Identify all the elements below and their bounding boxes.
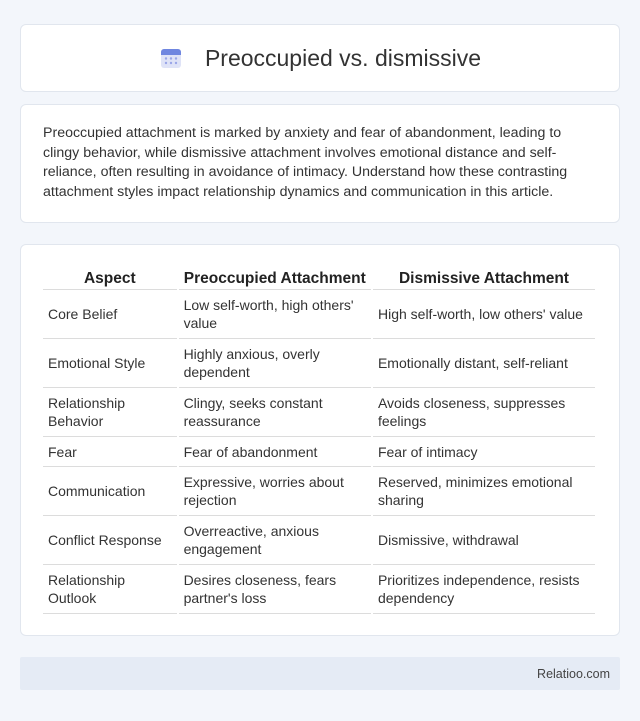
dismissive-cell: High self-worth, low others' value bbox=[373, 290, 595, 339]
calendar-icon bbox=[159, 46, 183, 70]
preoccupied-cell: Overreactive, anxious engagement bbox=[179, 516, 371, 565]
preoccupied-cell: Low self-worth, high others' value bbox=[179, 290, 371, 339]
dismissive-cell: Reserved, minimizes emotional sharing bbox=[373, 467, 595, 516]
page-title: Preoccupied vs. dismissive bbox=[204, 44, 482, 71]
header-aspect: Aspect bbox=[43, 263, 177, 290]
intro-card bbox=[20, 104, 620, 223]
table-row bbox=[43, 388, 595, 437]
table-header-row bbox=[43, 263, 595, 290]
dismissive-cell: Emotionally distant, self-reliant bbox=[373, 339, 595, 388]
table-row bbox=[43, 565, 595, 614]
preoccupied-cell: Highly anxious, overly dependent bbox=[179, 339, 371, 388]
aspect-cell: Relationship Behavior bbox=[43, 388, 177, 437]
preoccupied-cell: Expressive, worries about rejection bbox=[179, 467, 371, 516]
comparison-card bbox=[20, 244, 620, 636]
aspect-cell: Conflict Response bbox=[43, 516, 177, 565]
table-row bbox=[43, 290, 595, 339]
aspect-cell: Communication bbox=[43, 467, 177, 516]
aspect-cell: Core Belief bbox=[43, 290, 177, 339]
preoccupied-cell: Clingy, seeks constant reassurance bbox=[179, 388, 371, 437]
header-dismissive: Dismissive Attachment bbox=[373, 263, 595, 290]
aspect-cell: Relationship Outlook bbox=[43, 565, 177, 614]
dismissive-cell: Dismissive, withdrawal bbox=[373, 516, 595, 565]
title-card bbox=[20, 24, 620, 92]
preoccupied-cell: Desires closeness, fears partner's loss bbox=[179, 565, 371, 614]
dismissive-cell: Fear of intimacy bbox=[373, 437, 595, 467]
preoccupied-cell: Fear of abandonment bbox=[179, 437, 371, 467]
aspect-cell: Fear bbox=[43, 437, 177, 467]
table-row bbox=[43, 437, 595, 467]
intro-text: Preoccupied attachment is marked by anxiety and fear of abandonment, leading to clingy behavior, while dismissive attachment involves emotional distance and self-reliance, often resulting in avoidance of intimacy. Understand how these contrasting attachment styles impact relationship dynamics and communication in this article. bbox=[43, 125, 568, 200]
dismissive-cell: Prioritizes independence, resists dependency bbox=[373, 565, 595, 614]
table-row bbox=[43, 467, 595, 516]
table-row bbox=[43, 339, 595, 388]
footer-bar bbox=[20, 657, 620, 690]
table-row bbox=[43, 516, 595, 565]
comparison-table bbox=[41, 263, 597, 614]
aspect-cell: Emotional Style bbox=[43, 339, 177, 388]
header-preoccupied: Preoccupied Attachment bbox=[179, 263, 371, 290]
dismissive-cell: Avoids closeness, suppresses feelings bbox=[373, 388, 595, 437]
footer-brand: Relatioo.com bbox=[537, 667, 610, 681]
